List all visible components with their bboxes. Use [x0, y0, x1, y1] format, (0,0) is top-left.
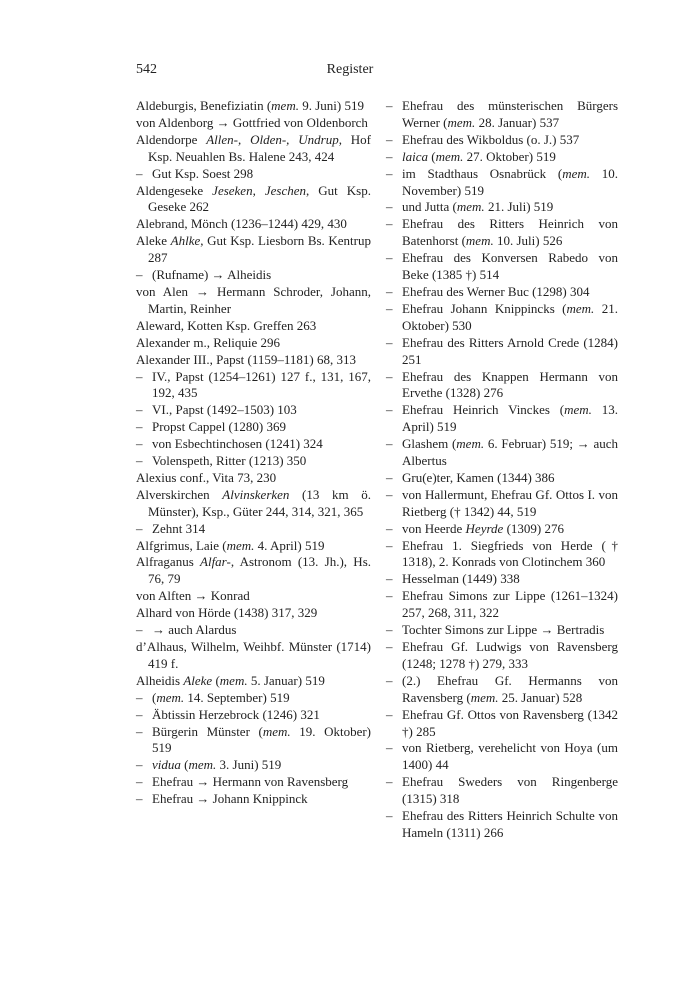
continuation-dash: – — [136, 453, 143, 469]
entry-text: von Alften → Konrad — [136, 588, 250, 604]
entry-text: d’Alhaus, Wilhelm, Weihbf. Münster (1714) 419 f. — [136, 639, 371, 671]
entry-text: Aleke — [136, 233, 171, 249]
entry-text: Gru(e)ter, Kamen (1344) 386 — [402, 469, 555, 485]
entry-text: 28. Januar) 537 — [475, 114, 560, 130]
continuation-dash: – — [136, 368, 143, 384]
continuation-dash: – — [386, 368, 393, 384]
index-entry — [386, 284, 618, 301]
entry-text: Aleward, Kotten Ksp. Greffen 263 — [136, 317, 317, 333]
index-entry — [386, 538, 618, 572]
entry-text: Ehefrau des Wikboldus (o. J.) 537 — [402, 131, 580, 147]
italic-text: mem. — [156, 689, 185, 705]
italic-text: mem. — [226, 537, 255, 553]
index-entry — [386, 774, 618, 808]
continuation-dash: – — [136, 165, 143, 181]
entry-text: Ehefrau → Johann Knippinck — [152, 791, 308, 807]
italic-text: vidua — [152, 757, 181, 773]
entry-text: 5. Januar) 519 — [247, 672, 325, 688]
entry-text: Alhard von Hörde (1438) 317, 329 — [136, 605, 318, 621]
entry-text: Ehefrau des münsterischen Bürgers Werner ( — [402, 98, 618, 130]
entry-text: Ehefrau des Konversen Rabedo von Beke (1385 †) 514 — [402, 250, 618, 283]
entry-text: Ehefrau Sweders von Ringenberge (1315) 318 — [402, 774, 618, 807]
index-entry — [136, 402, 371, 419]
entry-text: 13. April) 519 — [402, 402, 618, 435]
continuation-dash: – — [386, 216, 393, 232]
entry-text: Ehefrau → Hermann von Ravensberg — [152, 774, 349, 790]
continuation-dash: – — [386, 520, 393, 536]
index-entry — [386, 740, 618, 774]
entry-text: von Rietberg, verehelicht von Hoya (um 1400) 44 — [402, 740, 618, 773]
italic-text: mem. — [456, 199, 485, 215]
continuation-dash: – — [386, 774, 393, 790]
index-entry — [136, 554, 371, 588]
entry-text: , Gut Ksp. Liesborn Bs. Kentrup 287 — [148, 233, 371, 266]
index-entry — [386, 132, 618, 149]
entry-text: 4. April) 519 — [254, 537, 325, 553]
index-entry — [136, 538, 371, 555]
continuation-dash: – — [136, 791, 143, 807]
entry-text: , Hof Ksp. Neuahlen Bs. Halene 243, 424 — [148, 131, 372, 164]
entry-text: (1309) 276 — [503, 520, 564, 536]
continuation-dash: – — [386, 283, 393, 299]
index-entry — [136, 115, 371, 132]
continuation-dash: – — [386, 622, 393, 638]
continuation-dash: – — [386, 98, 393, 113]
entry-text: Alebrand, Mönch (1236–1244) 429, 430 — [136, 216, 347, 232]
entry-text: 10. Juli) 526 — [493, 233, 563, 249]
index-entry — [386, 808, 618, 842]
entry-text: 10. November) 519 — [402, 165, 619, 198]
running-head: Register — [326, 62, 374, 77]
index-entry — [136, 639, 371, 673]
entry-text: Äbtissin Herzebrock (1246) 321 — [152, 706, 320, 722]
entry-text: Ehefrau Heinrich Vinckes ( — [402, 402, 565, 418]
index-entry — [136, 318, 371, 335]
italic-text: mem. — [188, 757, 217, 773]
italic-text: laica — [402, 148, 428, 164]
entry-text: Gut Ksp. Soest 298 — [152, 165, 254, 181]
continuation-dash: – — [136, 419, 143, 435]
entry-text: Tochter Simons zur Lippe → Bertradis — [402, 622, 605, 638]
italic-text: mem. — [456, 436, 485, 452]
index-entry — [386, 436, 618, 470]
index-entry — [136, 183, 371, 217]
index-entry — [136, 335, 371, 352]
entry-text: Ehefrau Simons zur Lippe (1261–1324) 257, 268, 311, 322 — [402, 588, 618, 621]
entry-text: Bürgerin Münster ( — [152, 723, 263, 739]
continuation-dash: – — [386, 486, 393, 502]
index-entry — [136, 588, 371, 605]
index-entry — [386, 622, 618, 639]
entry-text: und Jutta ( — [402, 199, 457, 215]
entry-text: Hesselman (1449) 338 — [402, 571, 520, 587]
index-entry — [386, 639, 618, 673]
index-entry — [136, 487, 371, 521]
index-column-left — [136, 98, 371, 808]
index-entry — [136, 757, 371, 774]
entry-text: 19. Oktober) 519 — [152, 723, 371, 756]
italic-text: Alvinskerken — [222, 486, 290, 502]
continuation-dash: – — [386, 300, 393, 316]
entry-text: 3. Juni) 519 — [216, 757, 282, 773]
continuation-dash: – — [386, 639, 393, 654]
italic-text: mem. — [470, 689, 499, 705]
index-entry — [136, 419, 371, 436]
index-entry — [136, 166, 371, 183]
entry-text: ( — [152, 689, 157, 705]
entry-text: von Esbechtinchosen (1241) 324 — [152, 436, 323, 452]
index-entry — [136, 352, 371, 369]
entry-text: Ehefrau des Knappen Hermann von Ervethe (1328) 276 — [402, 368, 618, 401]
entry-text: Ehefrau des Ritters Heinrich von Batenhorst ( — [402, 216, 618, 249]
entry-text: Alfraganus — [136, 554, 201, 570]
entry-text: Alexius conf., Vita 73, 230 — [136, 469, 277, 485]
italic-text: Alfar- — [200, 554, 231, 570]
entry-text: 27. Oktober) 519 — [463, 148, 556, 164]
entry-text: von Heerde — [402, 520, 466, 536]
entry-text: 21. Oktober) 530 — [402, 300, 618, 333]
index-entry — [136, 233, 371, 267]
italic-text: mem. — [219, 672, 248, 688]
continuation-dash: – — [386, 588, 393, 604]
entry-text: 21. Juli) 519 — [484, 199, 554, 215]
index-entry — [136, 453, 371, 470]
italic-text: mem. — [465, 233, 494, 249]
entry-text: Aldengeseke — [136, 182, 213, 198]
entry-text: Alfgrimus, Laie ( — [136, 537, 227, 553]
continuation-dash: – — [136, 689, 143, 705]
entry-text: Volenspeth, Ritter (1213) 350 — [152, 453, 307, 469]
entry-text: → auch Alardus — [152, 622, 237, 638]
index-entry — [386, 470, 618, 487]
continuation-dash: – — [386, 469, 393, 485]
index-entry — [136, 98, 371, 115]
continuation-dash: – — [386, 571, 393, 587]
index-entry — [386, 673, 618, 707]
index-entry — [386, 487, 618, 521]
entry-text: 14. September) 519 — [184, 689, 290, 705]
index-entry — [136, 521, 371, 538]
continuation-dash: – — [386, 537, 393, 553]
index-entry — [136, 774, 371, 791]
index-entry — [136, 216, 371, 233]
entry-text: von Hallermunt, Ehefrau Gf. Ottos I. von Rietberg († 1342) 44, 519 — [402, 486, 618, 519]
continuation-dash: – — [136, 757, 143, 773]
italic-text: Heyrde — [465, 520, 504, 536]
index-entry — [136, 791, 371, 808]
italic-text: Ahlke — [170, 233, 201, 249]
index-entry — [386, 369, 618, 403]
entry-text: , Gut Ksp. Geseke 262 — [148, 182, 371, 215]
entry-text: (2.) Ehefrau Gf. Hermanns von Ravensberg ( — [402, 672, 618, 705]
entry-text: 6. Februar) 519; → auch Albertus — [402, 436, 618, 469]
italic-text: mem. — [447, 114, 476, 130]
index-entry — [386, 199, 618, 216]
continuation-dash: – — [386, 706, 393, 722]
continuation-dash: – — [386, 131, 393, 147]
index-entry — [136, 605, 371, 622]
index-entry — [136, 369, 371, 403]
entry-text: im Stadthaus Osnabrück ( — [402, 165, 563, 181]
entry-text: Ehefrau Gf. Ludwigs von Ravensberg (1248; 1278 †) 279, 333 — [402, 639, 618, 671]
continuation-dash: – — [386, 148, 393, 164]
entry-text: Alheidis — [136, 672, 184, 688]
continuation-dash: – — [136, 774, 143, 790]
continuation-dash: – — [136, 436, 143, 452]
index-entry — [136, 707, 371, 724]
entry-text: IV., Papst (1254–1261) 127 f., 131, 167, 192, 435 — [152, 368, 371, 401]
continuation-dash: – — [136, 520, 143, 536]
continuation-dash: – — [386, 199, 393, 215]
entry-text: Aldeburgis, Benefiziatin ( — [136, 98, 272, 113]
entry-text: Ehefrau des Werner Buc (1298) 304 — [402, 283, 590, 299]
continuation-dash: – — [136, 723, 143, 739]
continuation-dash: – — [136, 622, 143, 638]
entry-text: Ehefrau des Ritters Arnold Crede (1284) 251 — [402, 334, 618, 367]
continuation-dash: – — [386, 672, 393, 688]
index-entry — [386, 571, 618, 588]
continuation-dash: – — [386, 436, 393, 452]
entry-text: Ehefrau 1. Siegfrieds von Herde († 1318), 2. Konrads von Clotinchem 360 — [402, 537, 618, 570]
index-entry — [386, 250, 618, 284]
index-entry — [386, 166, 618, 200]
entry-text: Glashem ( — [402, 436, 457, 452]
continuation-dash: – — [136, 706, 143, 722]
continuation-dash: – — [386, 808, 393, 824]
entry-text: Ehefrau Gf. Ottos von Ravensberg (1342 †) 285 — [402, 706, 618, 739]
entry-text: Alexander m., Reliquie 296 — [136, 334, 281, 350]
index-entry — [136, 436, 371, 453]
italic-text: mem. — [271, 98, 299, 113]
index-entry — [386, 335, 618, 369]
italic-text: Jeseken, Jeschen — [212, 182, 306, 198]
italic-text: mem. — [564, 402, 592, 418]
index-entry — [386, 301, 618, 335]
index-entry — [386, 402, 618, 436]
entry-text: Ehefrau Johann Knippincks ( — [402, 300, 567, 316]
entry-text: Alexander III., Papst (1159–1181) 68, 313 — [136, 351, 356, 367]
index-entry — [386, 98, 618, 132]
italic-text: mem. — [562, 165, 590, 181]
entry-text: Alverskirchen — [136, 486, 223, 502]
index-entry — [136, 267, 371, 284]
continuation-dash: – — [386, 740, 393, 756]
index-entry — [136, 132, 371, 166]
index-entry — [386, 149, 618, 166]
entry-text: von Aldenborg → Gottfried von Oldenborch — [136, 114, 368, 130]
index-entry — [136, 622, 371, 639]
index-entry — [136, 724, 371, 758]
index-entry — [386, 216, 618, 250]
italic-text: Allen-, Olden-, Undrup — [206, 131, 339, 147]
entry-text: 9. Juni) 519 — [298, 98, 364, 113]
entry-text: (Rufname) → Alheidis — [152, 267, 272, 283]
continuation-dash: – — [136, 402, 143, 418]
italic-text: mem. — [262, 723, 291, 739]
continuation-dash: – — [386, 402, 393, 418]
entry-text: ( — [212, 672, 220, 688]
entry-text: ( — [180, 757, 189, 773]
entry-text: Ehefrau des Ritters Heinrich Schulte von Hameln (1311) 266 — [402, 808, 618, 840]
page-number: 542 — [136, 62, 157, 77]
index-column-right — [386, 98, 618, 842]
index-entry — [386, 588, 618, 622]
entry-text: 25. Januar) 528 — [498, 689, 583, 705]
continuation-dash: – — [386, 250, 393, 266]
continuation-dash: – — [386, 334, 393, 350]
entry-text: Zehnt 314 — [152, 520, 206, 536]
index-entry — [136, 470, 371, 487]
index-entry — [386, 707, 618, 741]
entry-text: , Astronom (13. Jh.), Hs. 76, 79 — [148, 554, 371, 587]
entry-text: VI., Papst (1492–1503) 103 — [152, 402, 297, 418]
italic-text: Aleke — [183, 672, 213, 688]
index-entry — [136, 284, 371, 318]
continuation-dash: – — [386, 165, 393, 181]
index-entry — [136, 690, 371, 707]
index-entry — [386, 521, 618, 538]
entry-text: von Alen → Hermann Schroder, Johann, Martin, Reinher — [136, 283, 371, 316]
italic-text: mem. — [566, 300, 595, 316]
index-entry — [136, 673, 371, 690]
continuation-dash: – — [136, 267, 143, 283]
entry-text: (13 km ö. Münster), Ksp., Güter 244, 314, 321, 365 — [148, 486, 371, 519]
entry-text: Propst Cappel (1280) 369 — [152, 419, 286, 435]
entry-text: ( — [428, 148, 436, 164]
italic-text: mem. — [435, 148, 464, 164]
entry-text: Aldendorpe — [136, 131, 207, 147]
